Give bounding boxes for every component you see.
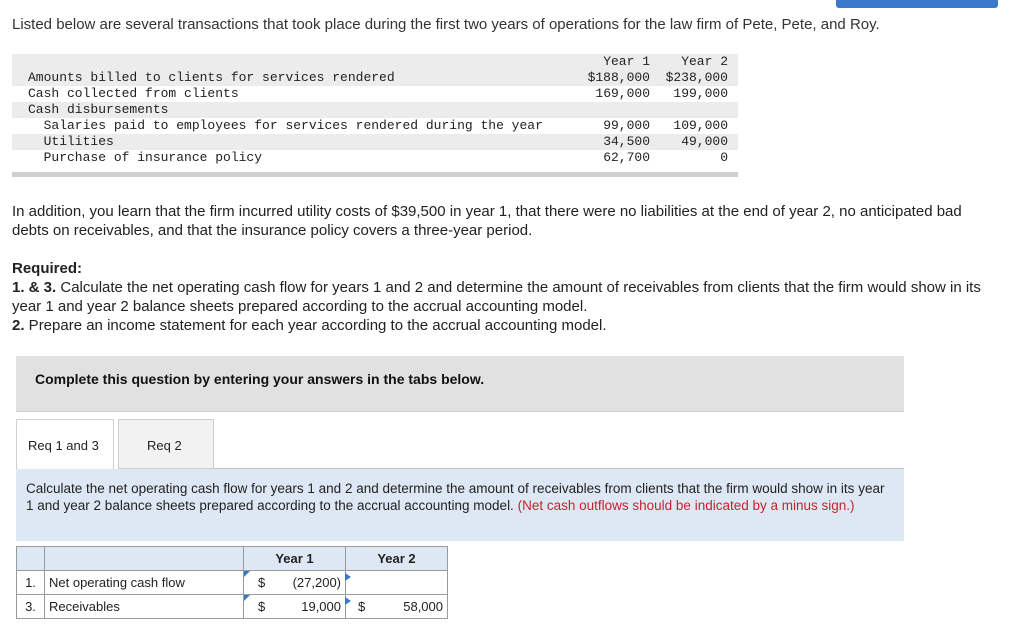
header-year2: Year 2	[346, 547, 448, 571]
entry-marker	[244, 595, 250, 601]
transaction-year2: 49,000	[681, 134, 728, 149]
transaction-row	[12, 134, 738, 150]
required-item-2-text: Prepare an income statement for each year according to the accrual accounting model.	[24, 317, 607, 334]
header-year1: Year 1	[244, 547, 346, 571]
instruction-box	[16, 469, 904, 541]
transaction-year1: 34,500	[603, 134, 650, 149]
net-cash-flow-year1-input[interactable]	[244, 571, 346, 595]
cell-value: 19,000	[301, 599, 341, 614]
transaction-year2: 109,000	[673, 118, 728, 133]
transaction-year2: 199,000	[673, 86, 728, 101]
instruction-text: Calculate the net operating cash flow for years 1 and 2 and determine the amount of receivables from clients that the firm would show in its year 1 and year 2 balance sheets prepared according to the accrual accounting model.	[26, 481, 885, 513]
transaction-row	[12, 70, 738, 86]
row-label: Receivables	[45, 595, 244, 619]
currency-symbol: $	[358, 599, 366, 614]
tab-req-2[interactable]	[118, 419, 214, 469]
top-nav-button[interactable]	[836, 0, 998, 8]
tab-label: Req 1 and 3	[28, 438, 99, 453]
prompt-banner	[16, 356, 904, 412]
transaction-label: Salaries paid to employees for services rendered during the year	[28, 118, 543, 133]
tab-req-1-and-3[interactable]	[16, 419, 114, 470]
prompt-text: Complete this question by entering your answers in the tabs below.	[35, 371, 485, 387]
header-blank	[17, 547, 45, 571]
required-item-2-number: 2.	[12, 317, 25, 334]
cell-value: (27,200)	[292, 575, 341, 590]
row-label: Net operating cash flow	[45, 571, 244, 595]
transaction-row	[12, 150, 738, 166]
transaction-label: Purchase of insurance policy	[28, 150, 263, 165]
required-item-1	[12, 278, 1002, 316]
transaction-row	[12, 118, 738, 134]
currency-symbol: $	[258, 575, 266, 590]
instruction-note: (Net cash outflows should be indicated by a minus sign.)	[517, 497, 855, 513]
transactions-header	[12, 54, 738, 70]
transactions-table	[12, 54, 738, 178]
net-cash-flow-year2-input[interactable]	[346, 571, 448, 595]
transaction-year1: 99,000	[603, 118, 650, 133]
col-year1-header: Year 1	[603, 54, 650, 69]
transaction-year2: $238,000	[665, 70, 728, 85]
transaction-year1: 62,700	[603, 150, 650, 165]
entry-marker	[244, 571, 250, 577]
tab-label: Req 2	[147, 438, 182, 453]
table-row	[17, 571, 448, 595]
required-item-2	[12, 316, 1002, 335]
table-row	[17, 595, 448, 619]
answer-header-row	[17, 547, 448, 571]
transaction-row	[12, 86, 738, 102]
row-number: 3.	[17, 595, 45, 619]
additional-info: In addition, you learn that the firm incurred utility costs of $39,500 in year 1, that there were no liabilities at the end of year 2, no anticipated bad debts on receivables, and that the insurance policy covers a three-year period.	[12, 203, 962, 239]
required-item-1-number: 1. & 3.	[12, 279, 57, 296]
required-section	[12, 259, 1002, 335]
currency-symbol: $	[258, 599, 266, 614]
transaction-label: Cash disbursements	[28, 102, 169, 117]
transaction-label: Amounts billed to clients for services rendered	[28, 70, 395, 85]
required-item-1-text: Calculate the net operating cash flow for years 1 and 2 and determine the amount of receivables from clients that the firm would show in its year 1 and year 2 balance sheets prepared according to the accrual accounting model.	[12, 279, 981, 315]
transaction-row	[12, 102, 738, 118]
receivables-year1-input[interactable]	[244, 595, 346, 619]
intro-text: Listed below are several transactions that took place during the first two years of operations for the law firm of Pete, Pete, and Roy.	[12, 16, 880, 33]
required-title: Required:	[12, 260, 83, 277]
transaction-year2: 0	[720, 150, 728, 165]
transaction-label: Cash collected from clients	[28, 86, 239, 101]
transaction-year1: $188,000	[587, 70, 650, 85]
row-number: 1.	[17, 571, 45, 595]
col-year2-header: Year 2	[681, 54, 728, 69]
transactions-divider	[12, 172, 738, 177]
transaction-label: Utilities	[28, 134, 114, 149]
header-blank	[45, 547, 244, 571]
cell-value: 58,000	[403, 599, 443, 614]
transaction-year1: 169,000	[595, 86, 650, 101]
receivables-year2-input[interactable]	[346, 595, 448, 619]
answer-table	[16, 546, 448, 619]
